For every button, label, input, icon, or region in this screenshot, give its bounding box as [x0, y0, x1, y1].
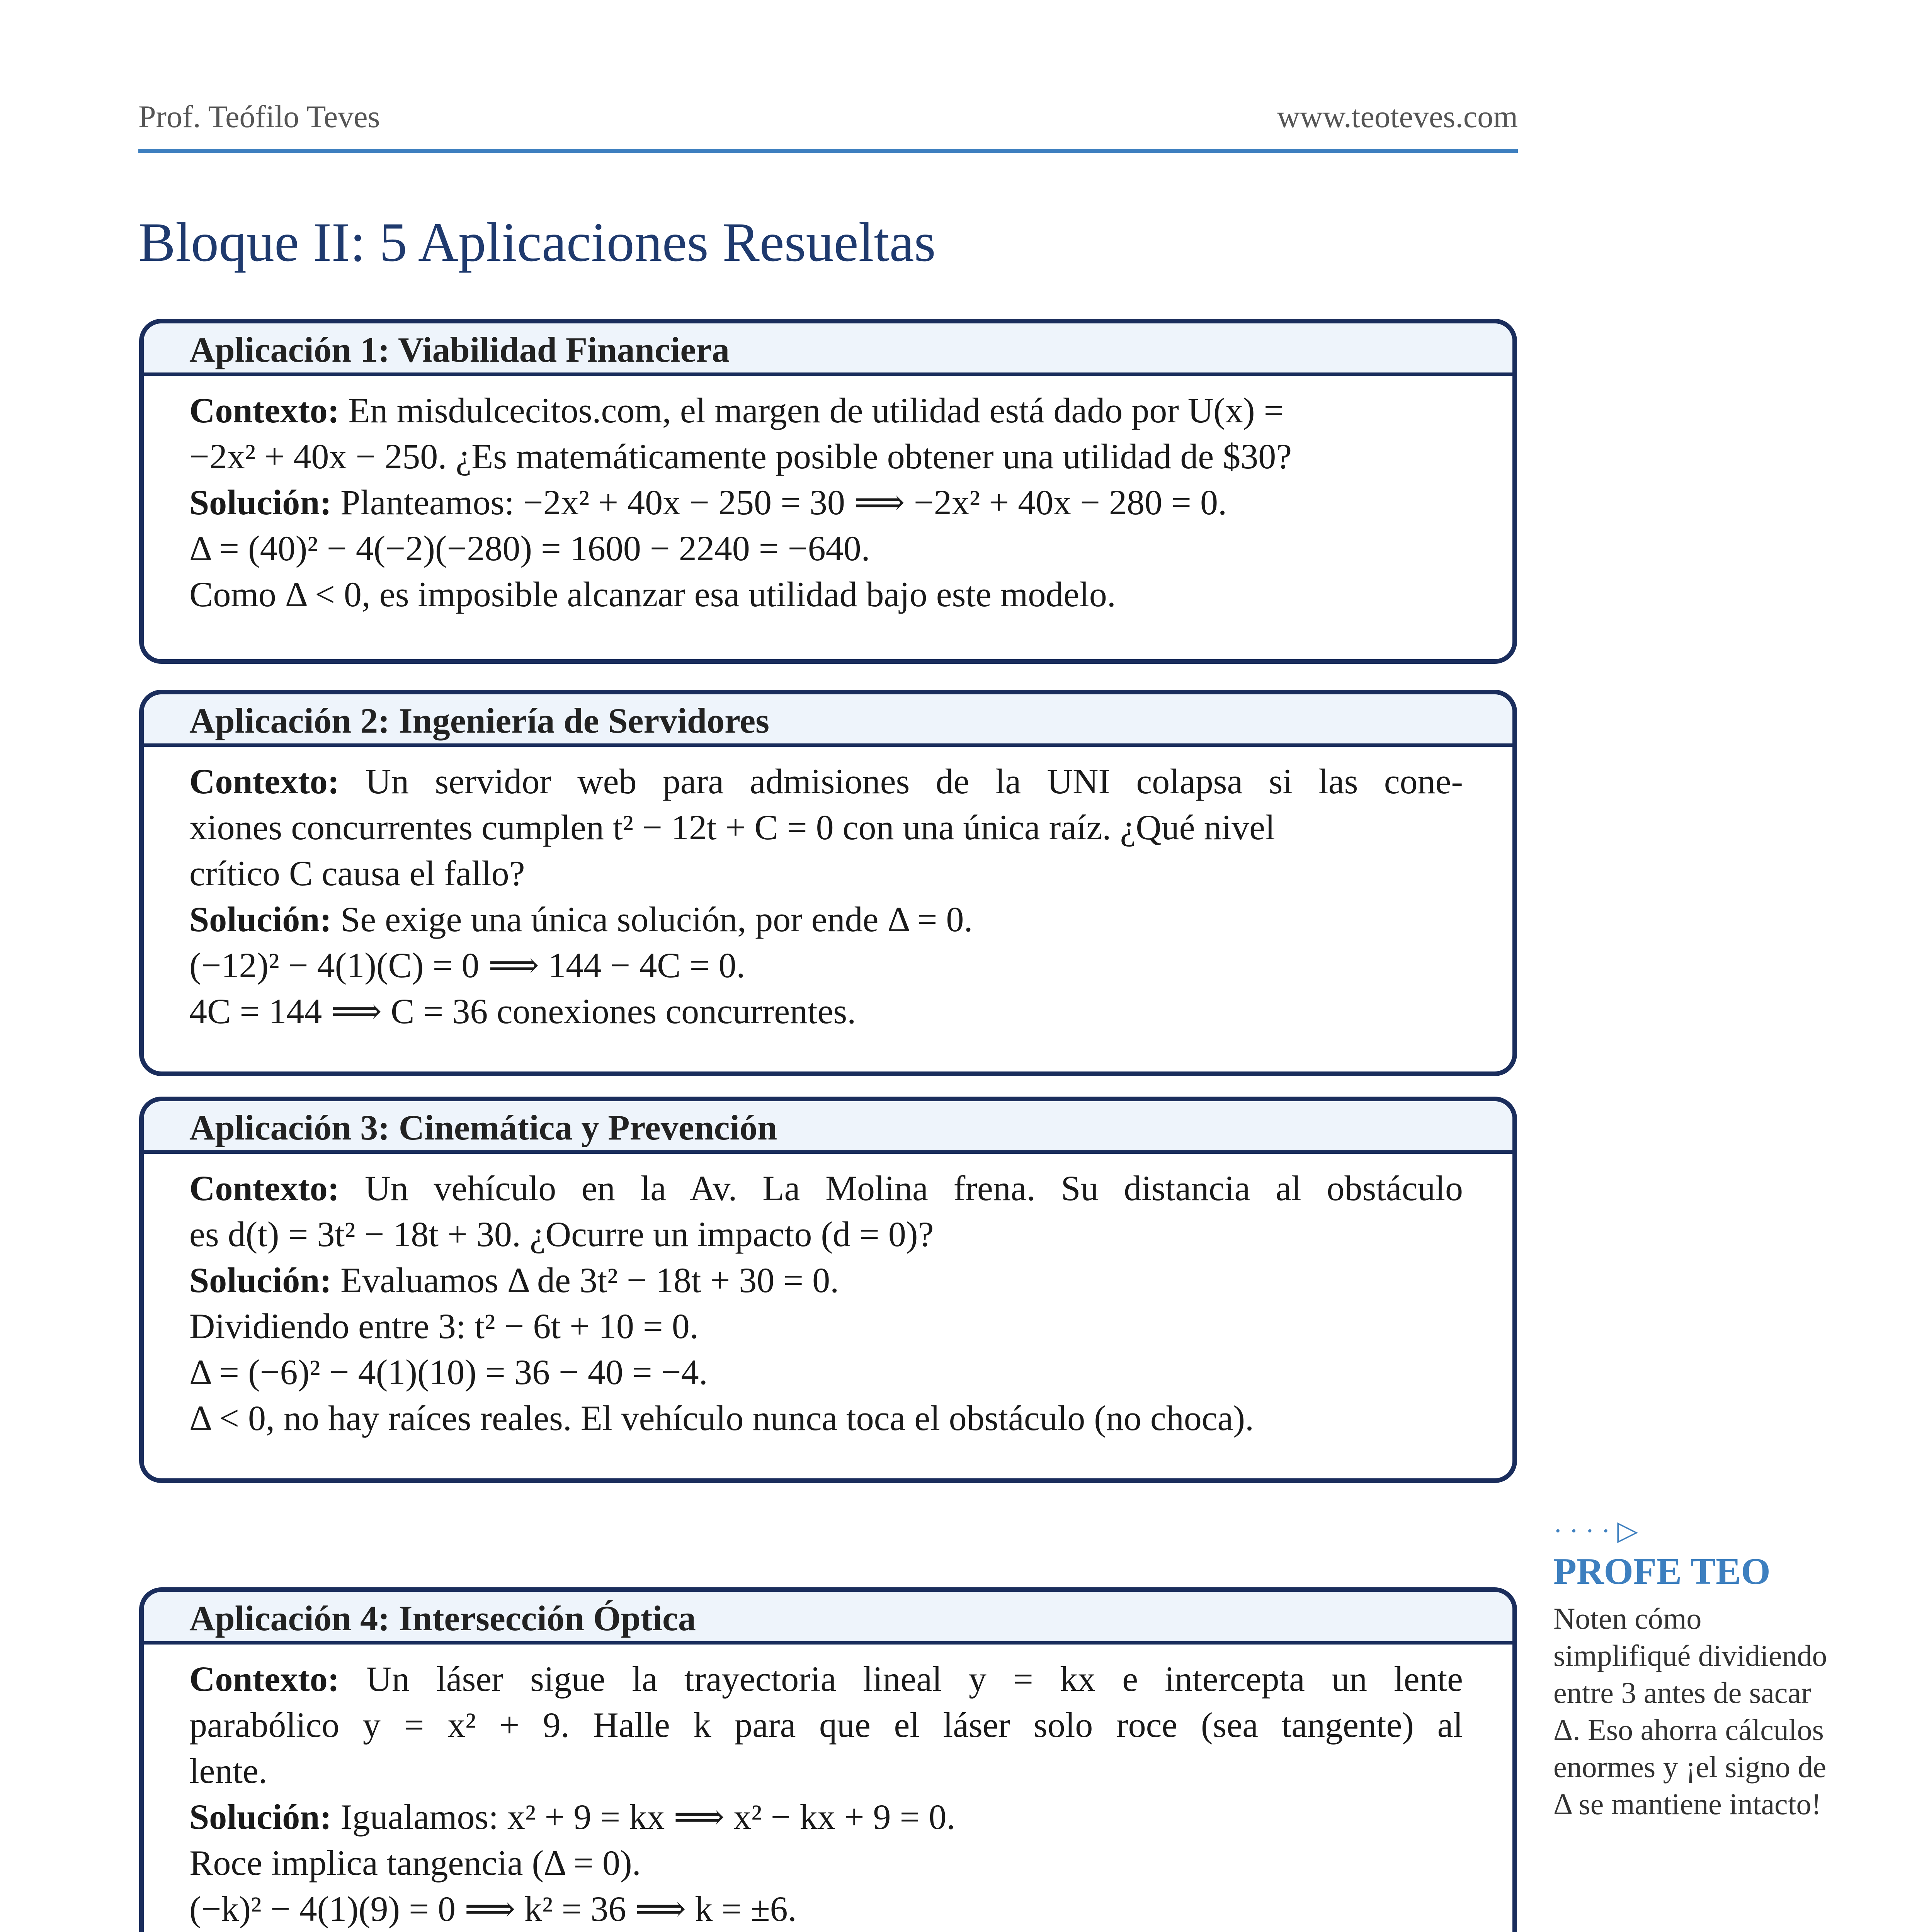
contexto-label: Contexto: — [189, 1659, 340, 1699]
body-line: Δ = (40)² − 4(−2)(−280) = 1600 − 2240 = −640. — [189, 529, 870, 568]
body-line: crítico C causa el fallo? — [189, 854, 525, 893]
application-body — [144, 1154, 1512, 1441]
body-line: Como Δ < 0, es imposible alcanzar esa utilidad bajo este modelo. — [189, 575, 1116, 614]
page-title: Bloque II: 5 Aplicaciones Resueltas — [138, 212, 936, 273]
body-line: −2x² + 40x − 250. ¿Es matemáticamente posible obtener una utilidad de $30? — [189, 437, 1292, 476]
application-box-2 — [139, 690, 1517, 1076]
application-heading: Aplicación 3: Cinemática y Prevención — [144, 1101, 1512, 1154]
application-heading: Aplicación 1: Viabilidad Financiera — [144, 323, 1512, 376]
solucion-label: Solución: — [189, 483, 332, 522]
body-line: Solución: Igualamos: x² + 9 = kx ⟹ x² − kx + 9 = 0. — [189, 1797, 956, 1837]
body-line: (−k)² − 4(1)(9) = 0 ⟹ k² = 36 ⟹ k = ±6. — [189, 1889, 797, 1929]
application-body — [144, 747, 1512, 1034]
header-website: www.teoteves.com — [1277, 99, 1518, 134]
body-line: Dividiendo entre 3: t² − 6t + 10 = 0. — [189, 1306, 699, 1346]
profe-teo-sidenote — [1553, 1515, 1901, 1823]
body-line: Contexto: En misdulcecitos.com, el margen de utilidad está dado por U(x) = — [189, 391, 1284, 430]
application-heading: Aplicación 2: Ingeniería de Servidores — [144, 694, 1512, 747]
application-body — [144, 1645, 1512, 1932]
header-author: Prof. Teófilo Teves — [138, 99, 380, 134]
dotted-arrow-icon: ····▷ — [1553, 1516, 1645, 1546]
body-line: Contexto: Un vehículo en la Av. La Molina frena. Su distancia al obstáculo — [189, 1168, 1463, 1208]
body-line: Δ < 0, no hay raíces reales. El vehículo nunca toca el obstáculo (no choca). — [189, 1398, 1254, 1438]
solucion-label: Solución: — [189, 1797, 332, 1837]
contexto-label: Contexto: — [189, 1168, 340, 1208]
body-line: Contexto: Un servidor web para admisiones de la UNI colapsa si las cone- — [189, 762, 1463, 801]
application-box-3 — [139, 1097, 1517, 1483]
contexto-label: Contexto: — [189, 391, 340, 430]
solucion-label: Solución: — [189, 1260, 332, 1300]
body-line: parabólico y = x² + 9. Halle k para que el láser solo roce (sea tangente) al — [189, 1705, 1463, 1745]
body-line: xiones concurrentes cumplen t² − 12t + C = 0 con una única raíz. ¿Qué nivel — [189, 808, 1275, 847]
header-rule — [138, 149, 1518, 153]
sidenote-text: Noten cómo simplifiqué dividiendo entre 3 antes de sacar Δ. Eso ahorra cálculos enormes y ¡el signo de Δ se mantiene intacto! — [1553, 1602, 1827, 1821]
body-line: Solución: Se exige una única solución, por ende Δ = 0. — [189, 900, 973, 939]
contexto-label: Contexto: — [189, 762, 340, 801]
body-line: Roce implica tangencia (Δ = 0). — [189, 1843, 641, 1883]
body-line: lente. — [189, 1751, 267, 1791]
application-box-4 — [139, 1587, 1517, 1932]
application-heading: Aplicación 4: Intersección Óptica — [144, 1592, 1512, 1645]
body-line: Contexto: Un láser sigue la trayectoria lineal y = kx e intercepta un lente — [189, 1659, 1463, 1699]
body-line: 4C = 144 ⟹ C = 36 conexiones concurrentes. — [189, 992, 856, 1031]
body-line: Δ = (−6)² − 4(1)(10) = 36 − 40 = −4. — [189, 1352, 708, 1392]
application-body — [144, 376, 1512, 617]
body-line: Solución: Planteamos: −2x² + 40x − 250 = 30 ⟹ −2x² + 40x − 280 = 0. — [189, 483, 1227, 522]
body-line: es d(t) = 3t² − 18t + 30. ¿Ocurre un impacto (d = 0)? — [189, 1214, 934, 1254]
body-line: (−12)² − 4(1)(C) = 0 ⟹ 144 − 4C = 0. — [189, 946, 745, 985]
solucion-label: Solución: — [189, 900, 332, 939]
body-line: Solución: Evaluamos Δ de 3t² − 18t + 30 = 0. — [189, 1260, 839, 1300]
application-box-1 — [139, 319, 1517, 664]
sidenote-heading: PROFE TEO — [1553, 1551, 1771, 1592]
